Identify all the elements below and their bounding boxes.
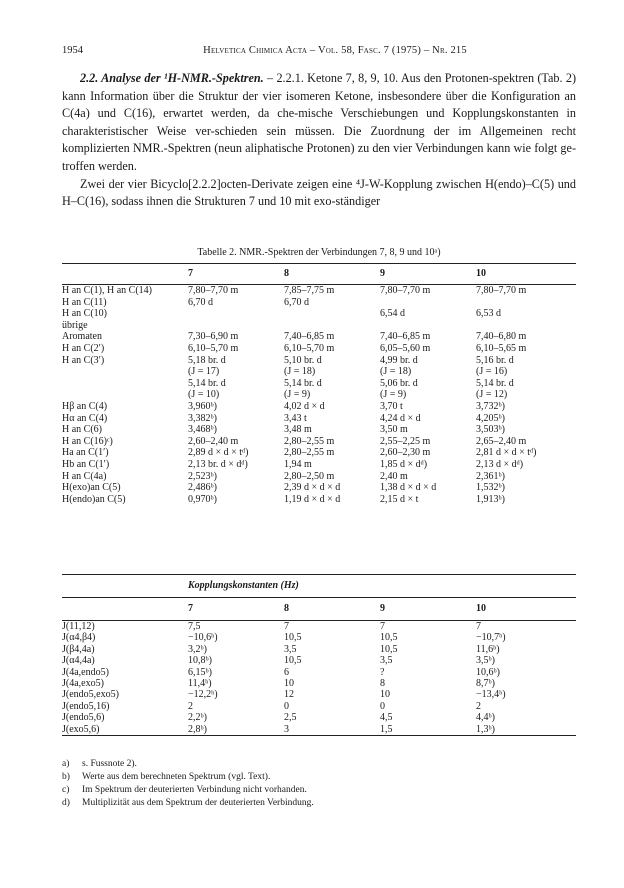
paragraph-1-text: Aus den Protonen-spektren (Tab. 2) kann Information über die Struktur der vier isomeren Ketone, insbesondere über die Konfiguration an C(4a) und C(16), erwartet werden, da che-mische Verschiebungen und Kopplungskonstanten in charakteristischer Weise ver-schieden sein müssen. Die Zuordnung der im Allgemeinen recht komplizierten NMR.-Spektren (neun aliphatische Protonen) zu den vier Verbindungen kann wie folgt ge-troffen werden. <box>62 71 577 173</box>
table-cell: 10 <box>284 678 294 690</box>
table-row <box>62 482 576 494</box>
table-cell: 10,5 <box>380 632 398 644</box>
table-cell <box>188 320 284 332</box>
table-cell: 3,50 m <box>380 424 408 436</box>
table-cell: −13,4ᵇ) <box>476 689 506 701</box>
table-cell: 7,5 <box>188 621 201 632</box>
table-cell: 2,65–2,40 m <box>476 435 527 447</box>
table-cell: 6,53 d <box>476 308 501 320</box>
footnote-text: Werte aus dem berechneten Spektrum (vgl. Text). <box>82 772 271 782</box>
table-cell: 7,40–6,85 m <box>380 331 431 343</box>
table-cell: −10,7ᵇ) <box>476 632 506 644</box>
table-cell: 2,13 br. d × dᵈ) <box>188 458 248 470</box>
table-row <box>62 724 576 736</box>
table-cell: 10,5 <box>284 655 302 667</box>
row-label: J(α4,4a) <box>62 655 95 667</box>
table-cell <box>476 320 576 332</box>
table-cell: 2,486ᵇ) <box>188 482 217 494</box>
table-cell: 3,503ᵇ) <box>476 424 505 436</box>
table-cell: (J = 18) <box>380 366 412 378</box>
table-row <box>62 471 576 483</box>
table-row <box>62 701 576 712</box>
row-label <box>62 378 188 390</box>
table-cell <box>380 320 476 332</box>
table-cell: 2,80–2,55 m <box>284 435 335 447</box>
table-cell: 8,7ᵇ) <box>476 678 495 690</box>
row-label: J(11,12) <box>62 621 95 632</box>
row-label: J(β4,4a) <box>62 643 95 655</box>
table-row <box>62 308 576 320</box>
table-cell <box>284 320 380 332</box>
table-cell: 5,14 br. d <box>284 377 322 389</box>
table-cell: 2,81 d × d × tᵈ) <box>476 447 537 459</box>
footnote-mark: b) <box>62 772 70 782</box>
footnote-text: Multiplizität aus dem Spektrum der deuterierten Verbindung. <box>82 798 314 808</box>
table-cell: 7,40–6,80 m <box>476 331 527 343</box>
running-header <box>62 45 574 56</box>
empty-corner <box>62 575 188 598</box>
table-row <box>62 378 576 390</box>
table-cell: 5,16 br. d <box>476 354 514 366</box>
table-cell: 3 <box>284 723 289 735</box>
coupling-header-row <box>62 598 576 621</box>
table-row <box>62 632 576 643</box>
table-cell: 3,43 t <box>284 412 307 424</box>
table-cell: 2,2ᵇ) <box>188 712 207 724</box>
table-row <box>62 712 576 723</box>
table-row <box>62 678 576 689</box>
table-cell: 4,4ᵇ) <box>476 712 495 724</box>
table-cell <box>284 308 380 320</box>
table-cell: 1,94 m <box>284 458 312 470</box>
coupling-constants-table <box>62 574 576 738</box>
table-row <box>62 447 576 459</box>
table-row <box>62 297 576 309</box>
table-row <box>62 424 576 436</box>
column-header: 7 <box>188 603 193 614</box>
table-row <box>62 436 576 448</box>
table-row <box>62 494 576 506</box>
table-cell: 2,15 d × t <box>380 493 419 505</box>
footnotes <box>62 758 576 810</box>
row-label: H an C(1), H an C(14) <box>62 285 152 296</box>
table-cell: 6,05–5,60 m <box>380 342 431 354</box>
table-row <box>62 459 576 471</box>
column-header <box>62 598 188 621</box>
row-label: J(4a,exo5) <box>62 678 104 690</box>
row-label: J(endo5,16) <box>62 700 110 712</box>
table-cell: 4,99 br. d <box>380 354 418 366</box>
table-row <box>62 667 576 678</box>
table-cell: ? <box>380 666 385 678</box>
row-label: Hβ an C(4) <box>62 400 108 412</box>
table-cell: 5,10 br. d <box>284 354 322 366</box>
row-label: J(endo5,6) <box>62 712 105 724</box>
table-cell: 2,8ᵇ) <box>188 723 207 735</box>
row-label: J(α4,β4) <box>62 632 96 644</box>
table-row <box>62 401 576 413</box>
table-cell: 3,48 m <box>284 424 312 436</box>
table-cell: 10,5 <box>380 643 398 655</box>
table-cell: 1,85 d × dᵈ) <box>380 458 428 470</box>
table-cell: 2,361ᵇ) <box>476 470 505 482</box>
table-cell: 2 <box>188 700 193 712</box>
row-label: H an C(10) <box>62 308 107 320</box>
table-cell: 4,5 <box>380 712 393 724</box>
table-cell: 4,205ᵇ) <box>476 412 505 424</box>
table-row <box>62 366 576 378</box>
table-cell: 6,10–5,70 m <box>284 342 335 354</box>
table-row <box>62 355 576 367</box>
table-cell: (J = 17) <box>188 366 220 378</box>
nmr-shift-table <box>62 263 576 505</box>
row-label: J(exo5,6) <box>62 723 100 735</box>
column-header: 8 <box>284 268 289 279</box>
table-cell: 5,14 br. d <box>188 377 226 389</box>
table-cell: 2,80–2,50 m <box>284 470 335 482</box>
table-cell: 1,5 <box>380 723 393 735</box>
table-cell: 2,80–2,55 m <box>284 447 335 459</box>
table-cell: 2,40 m <box>380 470 408 482</box>
footnote-text: s. Fussnote 2). <box>82 759 137 769</box>
table-cell: 12 <box>284 689 294 701</box>
table-cell: 1,3ᵇ) <box>476 723 495 735</box>
table-cell: (J = 9) <box>380 389 407 401</box>
table-row <box>62 621 576 633</box>
table-cell: 6,54 d <box>380 308 405 320</box>
table-cell: 0,970ᵇ) <box>188 493 217 505</box>
column-header: 10 <box>476 603 486 614</box>
column-header: 8 <box>284 603 289 614</box>
table-cell: 7 <box>380 621 385 632</box>
table-row <box>62 644 576 655</box>
table-cell: 11,4ᵇ) <box>188 678 212 690</box>
footnote-mark: d) <box>62 798 70 808</box>
table-cell: 10 <box>380 689 390 701</box>
running-title: Helvetica Chimica Acta – Vol. 58, Fasc. 7 (1975) – Nr. 215 <box>203 45 467 56</box>
table-cell: 6,15ᵇ) <box>188 666 212 678</box>
table-cell: (J = 9) <box>284 389 311 401</box>
table-body <box>62 285 576 506</box>
column-header: 9 <box>380 603 385 614</box>
row-label: übrige <box>62 319 88 331</box>
table-row <box>62 320 576 332</box>
footnote-mark: c) <box>62 785 70 795</box>
paragraph-1 <box>62 70 576 176</box>
footnote <box>62 797 576 810</box>
table-cell: 10,8ᵇ) <box>188 655 212 667</box>
table-header-row <box>62 264 576 285</box>
table-bottom-rule <box>62 736 576 739</box>
table-row <box>62 389 576 401</box>
table-caption: Tabelle 2. NMR.-Spektren der Verbindungen 7, 8, 9 und 10ᵃ) <box>197 247 441 258</box>
row-label: Ha an C(1′) <box>62 447 109 459</box>
table-cell: 3,5 <box>284 643 297 655</box>
footnote-mark: a) <box>62 759 70 769</box>
table-cell: 7 <box>284 621 289 632</box>
footnote <box>62 784 576 797</box>
table-cell: 5,14 br. d <box>476 377 514 389</box>
table-cell: 6 <box>284 666 289 678</box>
table-cell: 10,6ᵇ) <box>476 666 500 678</box>
table-cell: 2 <box>476 700 481 712</box>
row-label: H an C(11) <box>62 296 107 308</box>
table-cell: 7,40–6,85 m <box>284 331 335 343</box>
table-cell: 1,19 d × d × d <box>284 493 341 505</box>
section-subheading: – 2.2.1. Ketone 7, 8, 9, 10. <box>267 71 399 85</box>
table-cell: 7,80–7,70 m <box>188 285 239 296</box>
row-label <box>62 389 188 401</box>
table-row <box>62 285 576 297</box>
table-cell: 2,60–2,30 m <box>380 447 431 459</box>
table-cell: −10,6ᵇ) <box>188 632 218 644</box>
table-cell: 8 <box>380 678 385 690</box>
table-cell: 5,06 br. d <box>380 377 418 389</box>
table-cell: (J = 12) <box>476 389 508 401</box>
table-cell: (J = 10) <box>188 389 220 401</box>
table-cell: 3,5ᵇ) <box>476 655 495 667</box>
row-label: J(4a,endo5) <box>62 666 109 678</box>
row-label: H an C(16)ᶜ) <box>62 435 113 447</box>
table-cell: 2,13 d × dᵈ) <box>476 458 524 470</box>
table-cell <box>380 297 476 309</box>
row-label: H an C(3′) <box>62 354 105 366</box>
table-cell: 7 <box>476 621 481 632</box>
footnote-text: Im Spektrum der deuterierten Verbindung nicht vorhanden. <box>82 785 307 795</box>
table-cell: 2,523ᵇ) <box>188 470 217 482</box>
table-cell: 10,5 <box>284 632 302 644</box>
table-cell: 7,30–6,90 m <box>188 331 239 343</box>
footnote <box>62 758 576 771</box>
table-cell: 2,39 d × d × d <box>284 482 341 494</box>
table-cell: 4,24 d × d <box>380 412 421 424</box>
row-label: H an C(6) <box>62 424 102 436</box>
row-label: H an C(2′) <box>62 342 105 354</box>
table-cell: (J = 18) <box>284 366 316 378</box>
table-cell: 3,382ᵇ) <box>188 412 217 424</box>
column-header: 10 <box>476 268 486 279</box>
table-cell <box>188 308 284 320</box>
table-cell: 7,80–7,70 m <box>476 285 527 296</box>
row-label: J(endo5,exo5) <box>62 689 119 701</box>
coupling-body <box>62 621 576 739</box>
table-cell: −12,2ᵇ) <box>188 689 218 701</box>
row-label <box>62 366 188 378</box>
table-row <box>62 331 576 343</box>
row-label: Aromaten <box>62 331 102 343</box>
table-cell: 4,02 d × d <box>284 400 325 412</box>
body-text <box>62 70 576 211</box>
table-row <box>62 655 576 666</box>
row-label: Hα an C(4) <box>62 412 108 424</box>
table-cell: 3,5 <box>380 655 393 667</box>
table-cell: 6,70 d <box>284 296 309 308</box>
table-cell: 3,732ᵇ) <box>476 400 505 412</box>
table-cell: (J = 16) <box>476 366 508 378</box>
table-cell: 3,468ᵇ) <box>188 424 217 436</box>
table-cell: 7,80–7,70 m <box>380 285 431 296</box>
paragraph-2: Zwei der vier Bicyclo[2.2.2]octen-Derivate zeigen eine ⁴J-W-Kopplung zwischen H(endo)–C(5) und H–C(16), sodass ihnen die Strukturen 7 und 10 mit exo-ständiger <box>62 176 576 209</box>
coupling-title: Kopplungskonstanten (Hz) <box>188 580 299 591</box>
table-cell: 3,960ᵇ) <box>188 400 217 412</box>
row-label: H(exo)an C(5) <box>62 482 121 494</box>
table-cell: 1,532ᵇ) <box>476 482 505 494</box>
row-label: H an C(4a) <box>62 470 107 482</box>
table-cell: 0 <box>284 700 289 712</box>
column-header: 9 <box>380 268 385 279</box>
table-cell: 11,6ᵇ) <box>476 643 500 655</box>
table-cell: 2,5 <box>284 712 297 724</box>
column-header: 7 <box>188 268 193 279</box>
table-cell: 6,70 d <box>188 296 213 308</box>
row-label: H(endo)an C(5) <box>62 493 126 505</box>
column-header <box>62 264 188 285</box>
section-heading: 2.2. Analyse der ¹H-NMR.-Spektren. <box>80 71 264 85</box>
table-cell: 5,18 br. d <box>188 354 226 366</box>
table-cell: 3,2ᵇ) <box>188 643 207 655</box>
table-cell: 1,913ᵇ) <box>476 493 505 505</box>
table-cell: 0 <box>380 700 385 712</box>
table-cell: 2,89 d × d × tᵈ) <box>188 447 249 459</box>
table-cell: 2,55–2,25 m <box>380 435 431 447</box>
table-cell: 6,10–5,65 m <box>476 342 527 354</box>
footnote <box>62 771 576 784</box>
table-cell <box>476 297 576 309</box>
table-cell: 7,85–7,75 m <box>284 285 335 296</box>
page-number: 1954 <box>62 45 83 56</box>
table-cell: 1,38 d × d × d <box>380 482 437 494</box>
table-row <box>62 343 576 355</box>
table-cell: 2,60–2,40 m <box>188 435 239 447</box>
table-row <box>62 413 576 425</box>
table-row <box>62 689 576 700</box>
table-cell: 3,70 t <box>380 400 403 412</box>
row-label: Hb an C(1′) <box>62 458 110 470</box>
table-cell: 6,10–5,70 m <box>188 342 239 354</box>
